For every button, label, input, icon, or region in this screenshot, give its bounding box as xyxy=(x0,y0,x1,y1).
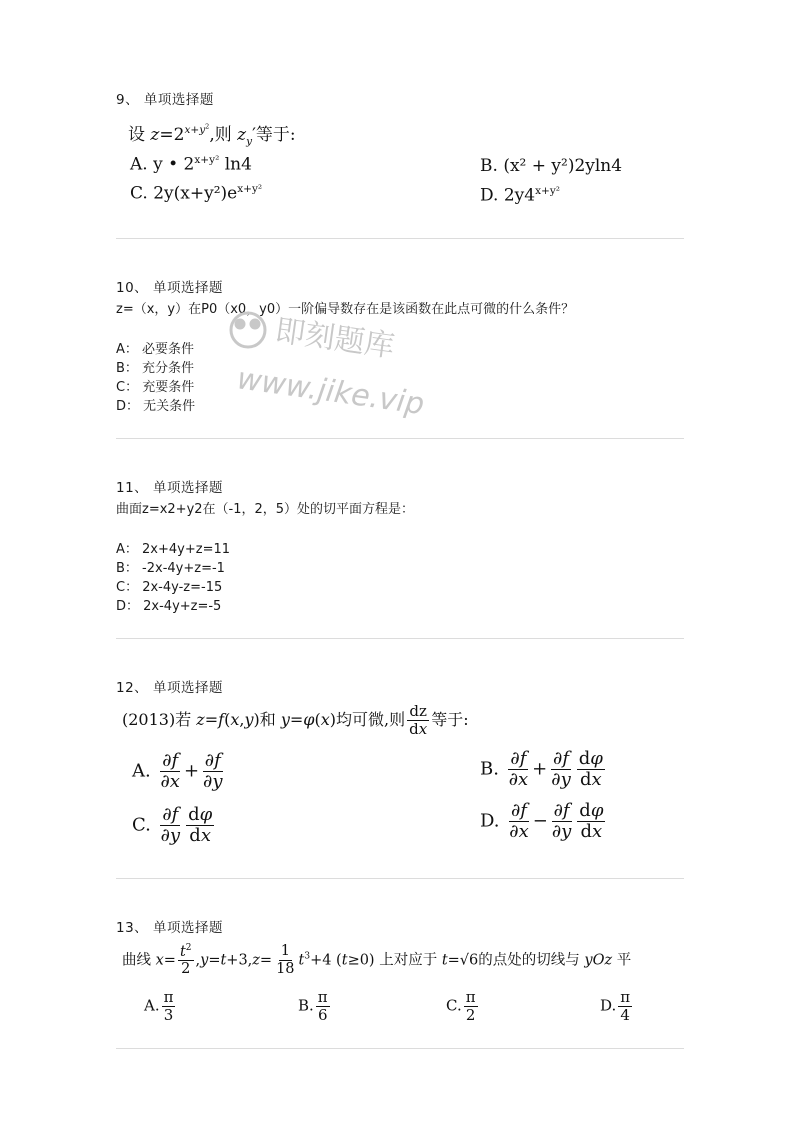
q9-stem-tail: ′等于: xyxy=(252,125,296,145)
q12-stem-mid2: 均可微,则 xyxy=(336,710,406,729)
q12-stem: (2013)若 z=f(x,y)和 y=φ(x)均可微,则 $\frac{dz}{dx}$ 等于: xyxy=(122,702,469,738)
q9-d-text: 2y4 xyxy=(503,185,536,206)
q13-d-label: D. xyxy=(600,996,617,1015)
q9-number: 9、 xyxy=(116,92,140,108)
q12-c-label: C. xyxy=(132,814,151,836)
q12-b-label: B. xyxy=(480,758,499,780)
q13-stem-point: 的点处的切线与 xyxy=(478,952,585,969)
q13-b-num: π xyxy=(317,988,328,1006)
q9-a-sup: x+y² xyxy=(194,154,220,166)
q11-option-d: D： 2x-4y+z=-5 xyxy=(116,599,222,614)
q13-c-num: π xyxy=(465,988,476,1006)
q10-header xyxy=(116,276,223,296)
q13-stem-plane: 平 xyxy=(616,952,632,969)
q12-d-label: D. xyxy=(480,810,500,832)
q12-option-a: A. $\frac{\partial f}{\partial x}$ + $\frac{\partial f}{\partial y}$ xyxy=(132,750,223,792)
q12-stem-mid: 和 xyxy=(259,710,281,729)
q10-number: 10、 xyxy=(116,280,149,296)
q13-c-label: C. xyxy=(446,996,462,1015)
q13-d-den: 4 xyxy=(620,1006,630,1024)
q13-header xyxy=(116,916,223,936)
watermark-title: 即刻题库 xyxy=(272,313,397,365)
q9-a-text: y • 2 xyxy=(153,154,195,175)
q13-stem-lead: 曲线 xyxy=(122,952,156,969)
q13-d-num: π xyxy=(620,988,631,1006)
q13-type: 单项选择题 xyxy=(152,920,223,936)
q12-option-d: D. $\frac{\partial f}{\partial x}$ − $\frac{\partial f}{\partial y}$ $\frac{d\varphi}{dx}$ xyxy=(480,800,604,842)
q10-option-a: A： 必要条件 xyxy=(116,342,195,357)
q11-option-b: B： -2x-4y+z=-1 xyxy=(116,561,225,576)
q9-type: 单项选择题 xyxy=(143,92,214,108)
q12-header xyxy=(116,676,223,696)
q13-a-num: π xyxy=(163,988,174,1006)
q9-a-label: A. xyxy=(130,154,148,175)
q13-number: 13、 xyxy=(116,920,149,936)
q12-number: 12、 xyxy=(116,680,149,696)
q9-option-c xyxy=(130,183,262,204)
q12-stem-lead: (2013)若 xyxy=(122,710,197,729)
q9-stem: 设 $z=2^{x+y^2}$,则 $z_y'$等于: xyxy=(128,122,296,148)
q9-option-a xyxy=(130,154,252,175)
watermark-url: www.jike.vip xyxy=(234,361,426,423)
q9-header xyxy=(116,88,214,108)
q9-stem-mid: ,则 xyxy=(209,125,238,145)
q9-d-sup: x+y² xyxy=(535,185,561,197)
separator xyxy=(116,1048,684,1049)
q11-option-a: A： 2x+4y+z=11 xyxy=(116,542,230,557)
q9-stem-lead: 设 xyxy=(128,125,151,145)
q13-option-c xyxy=(446,990,480,1023)
q13-option-d xyxy=(600,990,634,1023)
q11-stem: 曲面z=x2+y2在（-1，2，5）处的切平面方程是： xyxy=(116,502,415,517)
q9-c-label: C. xyxy=(130,183,148,204)
q12-option-c: C. $\frac{\partial f}{\partial y}$ $\frac{d\varphi}{dx}$ xyxy=(132,804,213,846)
q13-option-b xyxy=(298,990,332,1023)
q9-d-label: D. xyxy=(480,185,499,206)
q10-stem: z=（x，y）在P0（x0，y0）一阶偏导数存在是该函数在此点可微的什么条件？ xyxy=(116,302,575,317)
q9-c-sup: x+y² xyxy=(237,183,263,195)
q11-number: 11、 xyxy=(116,480,149,496)
q13-option-a xyxy=(144,990,177,1023)
q9-b-label: B. xyxy=(480,156,498,176)
q13-a-label: A. xyxy=(144,996,160,1015)
q11-option-c: C： 2x-4y-z=-15 xyxy=(116,580,223,595)
separator xyxy=(116,638,684,639)
q12-a-label: A. xyxy=(132,760,151,782)
q9-c-text: 2y(x+y²)e xyxy=(153,183,238,204)
q10-type: 单项选择题 xyxy=(152,280,223,296)
separator xyxy=(116,238,684,239)
q12-option-b: B. $\frac{\partial f}{\partial x}$ + $\frac{\partial f}{\partial y}$ $\frac{d\varphi}{dx}$ xyxy=(480,748,603,790)
q10-option-c: C： 充要条件 xyxy=(116,380,195,395)
q13-b-den: 6 xyxy=(317,1006,328,1024)
separator xyxy=(116,878,684,879)
separator xyxy=(116,438,684,439)
q13-stem: 曲线 x= $\frac{t^2}{2}$ ,y=t+3,z= $\frac{1}{18}$ $t^3+4$ (t≥0) 上对应于 t=√6的点处的切线与 yOz 平 xyxy=(122,943,632,978)
q9-a-tail: ln4 xyxy=(219,154,252,175)
q10-option-d: D： 无关条件 xyxy=(116,399,196,414)
q11-header xyxy=(116,476,223,496)
q13-c-den: 2 xyxy=(465,1006,476,1024)
q9-b-text: (x² + y²)2yln4 xyxy=(503,156,623,176)
q13-stem-on: 上对应于 xyxy=(379,952,442,969)
q12-type: 单项选择题 xyxy=(152,680,223,696)
q13-b-label: B. xyxy=(298,996,314,1015)
q11-type: 单项选择题 xyxy=(152,480,223,496)
q13-a-den: 3 xyxy=(163,1006,174,1024)
q12-stem-tail: 等于: xyxy=(431,710,469,729)
q10-option-b: B： 充分条件 xyxy=(116,361,195,376)
q9-option-b xyxy=(480,156,622,176)
q9-option-d xyxy=(480,185,560,206)
